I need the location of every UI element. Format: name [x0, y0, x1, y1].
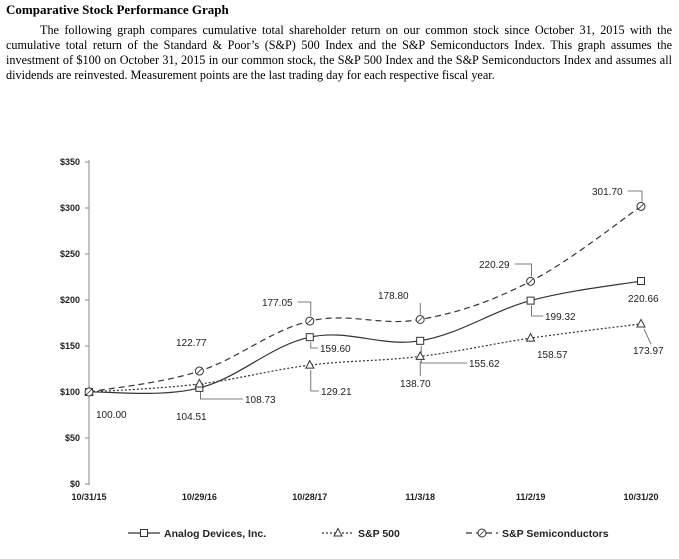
data-point-semis — [637, 202, 645, 210]
legend-item-adi — [128, 528, 266, 540]
x-tick-label: 11/2/19 — [515, 492, 546, 502]
leader-line — [298, 302, 311, 316]
x-tick-label: 11/3/18 — [405, 492, 435, 502]
section-heading: Comparative Stock Performance Graph — [6, 2, 229, 17]
y-tick-label: $250 — [59, 249, 80, 259]
x-tick-label: 10/31/20 — [623, 492, 659, 502]
series-lines — [89, 206, 641, 393]
x-tick-label: 10/29/16 — [181, 492, 217, 502]
legend-label: S&P 500 — [358, 528, 400, 540]
chart-legend — [128, 528, 609, 540]
y-tick-label: $350 — [59, 157, 80, 167]
series-markers — [85, 202, 645, 396]
data-label: 158.57 — [537, 350, 568, 361]
data-label: 155.62 — [469, 359, 500, 370]
data-point-semis — [85, 388, 93, 396]
x-tick-label: 10/28/17 — [292, 492, 328, 502]
y-tick-label: $0 — [69, 479, 80, 489]
data-label: 220.66 — [628, 294, 659, 305]
leader-line — [421, 346, 467, 363]
leader-line — [628, 191, 642, 201]
legend-label: Analog Devices, Inc. — [164, 528, 267, 540]
leader-line — [644, 329, 651, 344]
y-tick-label: $300 — [59, 203, 80, 213]
chart-axes — [60, 157, 659, 502]
y-tick-label: $200 — [59, 295, 80, 305]
data-label: 173.97 — [633, 346, 664, 357]
data-label: 129.21 — [321, 387, 352, 398]
label-leader-lines — [200, 191, 651, 399]
leader-line — [311, 370, 319, 391]
data-point-sp500 — [637, 319, 645, 327]
leader-line — [200, 389, 243, 399]
data-labels — [96, 187, 664, 423]
data-label: 108.73 — [245, 395, 276, 406]
data-label: 104.51 — [176, 412, 207, 423]
data-point-semis — [527, 277, 535, 285]
data-label: 199.32 — [545, 312, 576, 323]
leader-line — [311, 342, 318, 348]
legend-swatch-marker — [478, 529, 486, 537]
data-point-semis — [416, 316, 424, 324]
leader-line — [532, 306, 543, 316]
legend-item-semis — [466, 528, 609, 540]
leader-line — [515, 264, 532, 276]
data-label: 220.29 — [479, 260, 510, 271]
y-tick-label: $100 — [59, 387, 80, 397]
data-point-adi — [306, 334, 313, 341]
data-label: 122.77 — [176, 338, 207, 349]
data-point-adi — [527, 297, 534, 304]
data-label: 178.80 — [378, 291, 409, 302]
data-point-semis — [306, 317, 314, 325]
data-label: 177.05 — [262, 298, 293, 309]
legend-swatch-marker — [334, 529, 342, 537]
y-tick-label: $50 — [64, 433, 80, 443]
data-label: 100.00 — [96, 410, 127, 421]
series-line-adi — [89, 281, 641, 393]
legend-label: S&P Semiconductors — [502, 528, 609, 540]
data-label: 138.70 — [400, 379, 431, 390]
data-point-semis — [195, 367, 203, 375]
series-line-semis — [89, 206, 641, 392]
data-label: 301.70 — [592, 187, 623, 198]
data-point-adi — [417, 337, 424, 344]
legend-swatch-marker — [141, 530, 148, 537]
data-label: 159.60 — [320, 344, 351, 355]
data-point-adi — [638, 277, 645, 284]
section-paragraph: The following graph compares cumulative total shareholder return on our common stock since October 31, 2015 with the cumulative total return of the Standard & Poor’s (S&P) 500 Index and the S&P Semiconductors Index. This graph assumes the investment of $100 on October 31, 2015 in our common stock, the S&P 500 Index and the S&P Semiconductors Index and assumes all dividends are reinvested. Measurement points are the last trading day for each respective fiscal year. — [6, 23, 672, 82]
legend-item-sp500 — [322, 528, 400, 540]
x-tick-label: 10/31/15 — [71, 492, 107, 502]
y-tick-label: $150 — [59, 341, 80, 351]
